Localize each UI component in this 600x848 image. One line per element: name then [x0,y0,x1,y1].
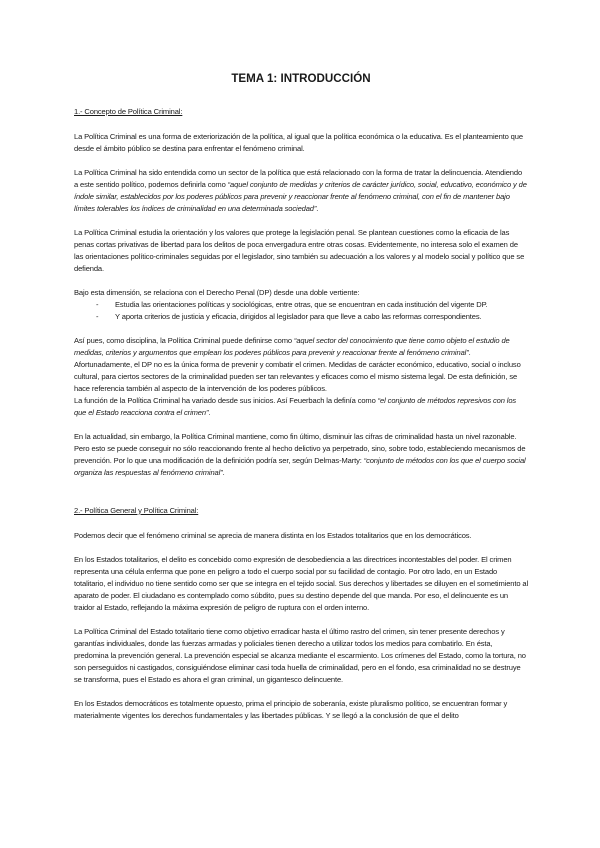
list-item: - Y aporta criterios de justicia y eficacia, dirigidos al legislador para que lleve a cabo las reformas correspondientes. [96,311,528,323]
paragraph-text: . [208,408,211,417]
section-heading-concept: 1.- Concepto de Política Criminal: [74,107,183,116]
paragraph [74,395,528,419]
dash-list [74,299,528,323]
definition-quote: “aquel conjunto de medidas y criterios de carácter jurídico, social, educativo, económico y de índole similar, establecidos por los poderes públicos para prevenir y reaccionar frente al fenómeno criminal, con el fin de mantener bajo límites tolerables los índices de criminalidad en una determinada sociedad” [74,180,527,213]
paragraph: La Política Criminal es una forma de exteriorización de la política, al igual que la política económica o la educativa. Es el planteamiento que desde el ámbito público se destina para enfrentar el fenómeno criminal. [74,132,523,153]
paragraph-text: . [316,204,319,213]
definition-quote: “el conjunto de métodos represivos con los que el Estado reacciona contra el crimen” [74,396,517,417]
paragraph-text: La Política Criminal ha sido entendida como un sector de la política que está relacionado con la forma de tratar la delincuencia. Atendiendo a este sentido político, podemos definirla como [74,168,523,189]
paragraph: La Política Criminal estudia la orientación y los valores que protege la legislación penal. Se plantean cuestiones como la eficacia de las penas cortas privativas de libertad para los delitos de poca envergadura entre otras cosas. Evidentemente, no interesa solo el examen de las orientaciones político-criminales seguidas por el legislador, sino también su adecuación a los valores y al modelo social y político que se defienda. [74,228,525,273]
paragraph-text: En la actualidad, sin embargo, la Política Criminal mantiene, como fin último, disminuir las cifras de criminalidad hasta un nivel razonable. Pero esto se puede conseguir no sólo reaccionando frente al hecho delictivo ya perpetrado, sino, sobre todo, estableciendo mecanismos de prevención. Por lo que una modificación de la definición podría ser, según Delmas-Marty: [74,432,526,465]
paragraph: En los Estados totalitarios, el delito es concebido como expresión de desobediencia a las directrices incontestables del poder. El crimen representa una célula enferma que pone en peligro a todo el cuerpo social por su facilidad de contagio. Por otro lado, en un Estado totalitario, el individuo no tiene sentido como ser que se integra en el tejido social. Sus derechos y libertades se diluyen en el sometimiento al aparato de poder. El ciudadano es contemplado como súbdito, pues su destino depende del que manda. Por eso, el delincuente es un traidor al Estado, reflejando la máxima expresión de peligro de ruptura con el orden interno. [74,555,529,612]
section-spacer [74,491,528,505]
paragraph-text: . [222,468,225,477]
paragraph-text: La función de la Política Criminal ha variado desde sus inicios. Así Feuerbach la definía como [74,396,378,405]
paragraph: Bajo esta dimensión, se relaciona con el Derecho Penal (DP) desde una doble vertiente: [74,288,360,297]
paragraph-text: Así pues, como disciplina, la Política Criminal puede definirse como [74,336,294,345]
paragraph [74,335,528,395]
definition-quote: “conjunto de métodos con los que el cuerpo social organiza las respuestas al fenómeno criminal” [74,456,526,477]
section-heading-general: 2.- Política General y Política Criminal: [74,506,199,515]
document-title: TEMA 1: INTRODUCCIÓN [231,72,371,85]
paragraph [74,167,528,215]
definition-quote: “aquel sector del conocimiento que tiene como objeto el estudio de medidas, criterios y argumentos que emplean los poderes públicos para prevenir y reaccionar frente al fenómeno criminal” [74,336,510,357]
list-item: - Estudia las orientaciones políticas y sociológicas, entre otras, que se encuentran en cada institución del vigente DP. [96,299,528,311]
paragraph: La Política Criminal del Estado totalitario tiene como objetivo erradicar hasta el último rastro del crimen, sin tener presente derechos y garantías individuales, donde las fuerzas armadas y policiales tienen derecho a utilizar todos los medios para combatirlo. En ésta, predomina la prevención general. La prevención especial se alcanza mediante el escarmiento. Los crímenes del Estado, como la tortura, no son perseguidos ni castigados, consiguiéndose eliminar casi toda huella de criminalidad, pero en el fondo, esa criminalidad no se destruye se transforma, pues el Estado es ahora el gran criminal, un gigantesco delincuente. [74,627,526,684]
paragraph: Podemos decir que el fenómeno criminal se aprecia de manera distinta en los Estados totalitarios que en los democráticos. [74,531,472,540]
paragraph-text: . Afortunadamente, el DP no es la única forma de prevenir y combatir el crimen. Medidas de carácter económico, educativo, social o incluso cultural, para ciertos sectores de la criminalidad pueden ser tan relevantes y eficaces como el mismo sistema legal. De esta definición, se hace referencia también al aspecto de la intervención de los poderes públicos. [74,348,521,393]
paragraph [74,431,528,479]
paragraph: En los Estados democráticos es totalmente opuesto, prima el principio de soberanía, existe pluralismo político, se encuentran formar y materialmente vigentes los derechos fundamentales y las libertades públicas. Y se llegó a la conclusión de que el delito [74,699,508,720]
